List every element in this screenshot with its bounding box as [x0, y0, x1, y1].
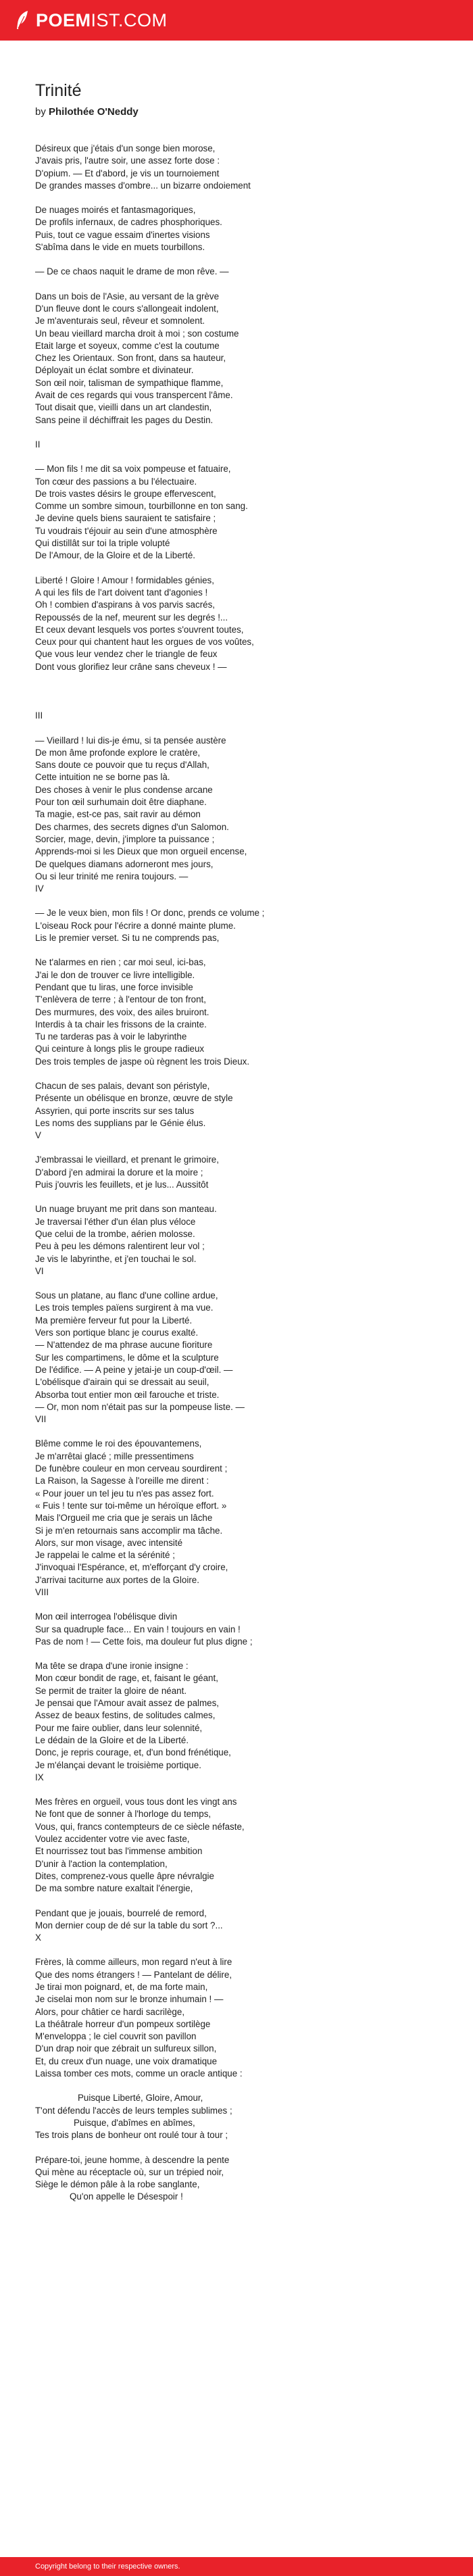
poem-line: T'enlèvera de terre ; à l'entour de ton front, [35, 994, 206, 1005]
poem-line: Pour ton œil surhumain doit être diaphane. [35, 797, 207, 808]
stanza [35, 204, 441, 253]
poem-line: Un nuage bruyant me prit dans son manteau. [35, 1204, 217, 1215]
poem-line: Que des noms étrangers ! — Pantelant de délire, [35, 1969, 232, 1980]
poem-line: De profils infernaux, de cadres phosphoriques. [35, 217, 222, 228]
author-link[interactable]: Philothée O'Neddy [49, 106, 139, 118]
poem-line: Lis le premier verset. Si tu ne comprends pas, [35, 933, 220, 944]
stanza [35, 2154, 441, 2204]
poem-line: D'abord j'en admirai la dorure et la moire ; [35, 1167, 203, 1177]
poem-line: — Vieillard ! lui dis-je ému, si ta pensée austère [35, 735, 226, 746]
poem-line: Tu ne tarderas pas à voir le labyrinthe [35, 1031, 187, 1042]
poem-line: Assyrien, qui porte inscrits sur ses talus [35, 1105, 195, 1116]
stanza [35, 685, 441, 698]
poem-line: J'ai le don de trouver ce livre intelligible. [35, 969, 195, 980]
poem-line [35, 685, 441, 698]
poem-line: Etait large et soyeux, comme c'est la coutume [35, 340, 220, 351]
poem-line: Ton cœur des passions a bu l'électuaire. [35, 476, 197, 487]
poem-line: D'un fleuve dont le cours s'allongeait indolent, [35, 303, 219, 314]
poem-line: Et nourrissez tout bas l'immense ambition [35, 1846, 203, 1857]
poem-line: Dont vous glorifiez leur crâne sans cheveux ! — [35, 661, 227, 672]
stanza [35, 266, 441, 278]
poem-line: Ne t'alarmes en rien ; car moi seul, ici-bas, [35, 957, 206, 968]
stanza [35, 956, 441, 1068]
poem-line: Sans peine il déchiffrait les pages du Destin. [35, 414, 214, 425]
poem-line: La Raison, la Sagesse à l'oreille me dirent : [35, 1476, 209, 1486]
poem-line: Dans un bois de l'Asie, au versant de la grève [35, 291, 220, 301]
poem-line: Et ceux devant lesquels vos portes s'ouvrent toutes, [35, 624, 244, 635]
poem-line: Mes frères en orgueil, vous tous dont les vingt ans [35, 1797, 237, 1807]
poem-line: Ceux pour qui chantent haut les orgues de vos voûtes, [35, 637, 254, 648]
poem-line: Chacun de ses palais, devant son péristyle, [35, 1081, 210, 1091]
poem-line: A qui les fils de l'art doivent tant d'agonies ! [35, 587, 208, 598]
poem-line: Mon cœur bondit de rage, et, faisant le géant, [35, 1673, 218, 1684]
stanza [35, 439, 441, 451]
poem-line: — De ce chaos naquit le drame de mon rêve. — [35, 266, 229, 277]
poem-line: J'invoquai l'Espérance, et, m'efforçant d'y croire, [35, 1562, 228, 1573]
poem-line: Liberté ! Gloire ! Amour ! formidables génies, [35, 575, 214, 585]
poem-line: Qui mène au réceptacle où, sur un trépied noir, [35, 2166, 224, 2177]
stanza [35, 1203, 441, 1278]
poem-line: Cette intuition ne se borne pas là. [35, 772, 170, 783]
poem-line: Ou si leur trinité me renira toujours. — [35, 871, 189, 881]
stanza [35, 1080, 441, 1142]
poem-line: Sur sa quadruple face... En vain ! toujours en vain ! [35, 1624, 241, 1634]
footer-copyright: Copyright belong to their respective owners. [35, 2562, 180, 2571]
poem-line: Qu'on appelle le Désespoir ! [70, 2191, 183, 2202]
poem-line: De l'édifice. — A peine y jetai-je un coup-d'œil. — [35, 1364, 233, 1375]
poem-line: Tu voudrais t'éjouir au sein d'une atmosphère [35, 525, 218, 536]
poem-line: Mais l'Orgueil me cria que je serais un lâche [35, 1513, 213, 1524]
poem-line: D'unir à l'action la contemplation, [35, 1858, 168, 1869]
poem-line: D'un drap noir que zébrait un sulfureux sillon, [35, 2043, 217, 2054]
poem-line: Pour me faire oublier, dans leur solennité, [35, 1722, 203, 1733]
poem-line: Je m'arrêtai glacé ; mille pressentimens [35, 1451, 194, 1461]
poem-line: Puis, tout ce vague essaim d'inertes visions [35, 229, 210, 240]
poem-line: IX [35, 1772, 44, 1782]
poem-line: L'obélisque d'airain qui se dressait au seuil, [35, 1377, 209, 1388]
poem-line: Pendant que je jouais, bourrelé de remord, [35, 1907, 207, 1918]
poem-line: Je devine quels biens sauraient te satisfaire ; [35, 513, 216, 524]
poem-line: Laissa tomber ces mots, comme un oracle antique : [35, 2068, 243, 2079]
poem-content [35, 80, 441, 2216]
poem-line: VIII [35, 1586, 49, 1597]
poem-line: Son œil noir, talisman de sympathique flamme, [35, 377, 224, 388]
poem-line: Puis j'ouvris les feuillets, et je lus... Aussitôt [35, 1180, 209, 1190]
poem-line: Puisque Liberté, Gloire, Amour, [78, 2093, 203, 2104]
poem-line: La théâtrale horreur d'un pompeux sortilège [35, 2018, 211, 2029]
poem-line: Mon œil interrogea l'obélisque divin [35, 1611, 178, 1622]
poem-line: Ma première ferveur fut pour la Liberté. [35, 1315, 193, 1326]
poem-line: Prépare-toi, jeune homme, à descendre la pente [35, 2154, 230, 2165]
poem-line: Absorba tout entier mon œil farouche et triste. [35, 1389, 220, 1400]
poem-line: De trois vastes désirs le groupe effervescent, [35, 488, 216, 499]
poem-line: Sorcier, mage, devin, j'implore ta puissance ; [35, 833, 215, 844]
poem-line: Apprends-moi si les Dieux que mon orgueil encense, [35, 846, 247, 857]
poem-line: Que celui de la trombe, aérien molosse. [35, 1228, 195, 1239]
stanza [35, 907, 441, 944]
poem-line: Des murmures, des voix, des ailes bruiront. [35, 1006, 209, 1017]
stanza [35, 735, 441, 896]
poem-line: Blême comme le roi des épouvantemens, [35, 1438, 202, 1449]
stanza [35, 575, 441, 673]
poem-line: Le dédain de la Gloire et de la Liberté. [35, 1734, 189, 1745]
poem-line: Tout disait que, vieilli dans un art clandestin, [35, 402, 212, 413]
byline [35, 105, 441, 119]
poem-line: « Fuis ! tente sur toi-même un héroïque effort. » [35, 1500, 227, 1511]
poem-line: Mon dernier coup de dé sur la table du sort ?... [35, 1920, 223, 1930]
poem-line: De nuages moirés et fantasmagoriques, [35, 205, 196, 216]
logo-text-strong: POEM [36, 9, 91, 30]
poem-line: Je m'élançai devant le troisième portique. [35, 1759, 201, 1770]
poem-line: Des trois temples de jaspe où règnent les trois Dieux. [35, 1056, 250, 1067]
poem-line: Dites, comprenez-vous quelle âpre névralgie [35, 1870, 214, 1881]
poem-line: Des choses à venir le plus condense arcane [35, 784, 213, 795]
poem-line: Chez les Orientaux. Son front, dans sa hauteur, [35, 353, 226, 364]
poem-line: Alors, pour châtier ce hardi sacrilège, [35, 2006, 185, 2017]
poem-line: Les noms des supplians par le Génie élus. [35, 1117, 206, 1128]
poem-line: — Or, mon nom n'était pas sur la pompeuse liste. — [35, 1401, 245, 1412]
poem-line: S'abîma dans le vide en muets tourbillons. [35, 242, 205, 253]
poem-line: Si je m'en retournais sans accomplir ma tâche. [35, 1525, 223, 1536]
poem-line: Des charmes, des secrets dignes d'un Salomon. [35, 821, 229, 832]
by-label: by [35, 106, 46, 118]
logo-text [36, 10, 168, 31]
poem-line: Voulez accidenter votre vie avec faste, [35, 1834, 190, 1845]
stanza [35, 291, 441, 427]
poem-line: Interdis à ta chair les frissons de la crainte. [35, 1019, 207, 1029]
poem-line: — N'attendez de ma phrase aucune fioriture [35, 1340, 213, 1351]
poem-line: D'opium. — Et d'abord, je vis un tournoiement [35, 168, 220, 178]
logo-text-light: IST.COM [91, 9, 168, 30]
poem-line: J'avais pris, l'autre soir, une assez forte dose : [35, 155, 220, 166]
quill-icon [15, 10, 30, 30]
poem-line: T'ont défendu l'accès de leurs temples sublimes ; [35, 2105, 232, 2116]
poem-line: Désireux que j'étais d'un songe bien morose, [35, 143, 216, 153]
poem-line: De funèbre couleur en mon cerveau sourdirent ; [35, 1463, 228, 1474]
stanza [35, 1611, 441, 1648]
poem-title: Trinité [35, 81, 82, 100]
poem-line: De quelques diamans adorneront mes jours, [35, 858, 214, 869]
poem-line: Sans doute ce pouvoir que tu reçus d'Allah, [35, 760, 209, 771]
poem-line: Se permit de traiter la gloire de néant. [35, 1685, 187, 1696]
footer [0, 2557, 473, 2576]
poem-line: Je vis le labyrinthe, et j'en touchai le sol. [35, 1253, 197, 1264]
poem-line: Je tirai mon poignard, et, de ma forte main, [35, 1982, 208, 1992]
poem-line: J'arrivai taciturne aux portes de la Gloire. [35, 1574, 199, 1585]
poem-line: — Je le veux bien, mon fils ! Or donc, prends ce volume ; [35, 908, 265, 919]
poem-line: Je ciselai mon nom sur le bronze inhumain ! — [35, 1994, 224, 2005]
poem-line: Oh ! combien d'aspirans à vos parvis sacrés, [35, 600, 216, 610]
poem-line: Je traversai l'éther d'un élan plus véloce [35, 1216, 196, 1227]
poem-line: II [35, 439, 41, 449]
poem-line: Je m'aventurais seul, rêveur et somnolent. [35, 316, 205, 326]
poem-line: Qui ceinture à longs plis le groupe radieux [35, 1044, 205, 1054]
poem-line: « Pour jouer un tel jeu tu n'es pas assez fort. [35, 1488, 214, 1499]
stanza [35, 710, 441, 722]
poem-line: Tes trois plans de bonheur ont roulé tour à tour ; [35, 2130, 228, 2141]
poem-line: J'embrassai le vieillard, et prenant le grimoire, [35, 1155, 219, 1165]
poem-line: III [35, 710, 43, 721]
stanza [35, 1956, 441, 2080]
stanza [35, 1438, 441, 1599]
top-bar [0, 0, 473, 41]
poem-line: Ne font que de sonner à l'horloge du temps, [35, 1809, 211, 1820]
stanza [35, 2092, 441, 2141]
poem-line: Avait de ces regards qui vous transpercent l'âme. [35, 390, 233, 401]
stanza [35, 1907, 441, 1945]
poem-line: Frères, là comme ailleurs, mon regard n'eut à lire [35, 1957, 232, 1968]
poem-line: VI [35, 1265, 44, 1276]
poem-line: Que vous leur vendez cher le triangle de feux [35, 649, 218, 660]
site-logo[interactable] [15, 10, 168, 31]
poem-line: Présente un obélisque en bronze, œuvre de style [35, 1093, 233, 1104]
poem-line: Donc, je repris courage, et, d'un bond frénétique, [35, 1747, 231, 1758]
poem-line: — Mon fils ! me dit sa voix pompeuse et fatuaire, [35, 464, 231, 475]
poem-line: Sous un platane, au flanc d'une colline arduе, [35, 1290, 218, 1301]
poem-line: Peu à peu les démons ralentirent leur vol ; [35, 1241, 205, 1252]
stanza [35, 1154, 441, 1191]
stanza [35, 143, 441, 192]
stanza [35, 1660, 441, 1784]
poem-line: De ma sombre nature exaltait l'énergie, [35, 1883, 193, 1894]
poem-line: VII [35, 1414, 47, 1425]
poem-line: Pendant que tu liras, une force invisible [35, 981, 193, 992]
poem-line: De l'Amour, de la Gloire et de la Liberté. [35, 550, 196, 561]
poem-body [35, 143, 441, 2204]
poem-line: V [35, 1130, 41, 1141]
poem-line: M'enveloppa ; le ciel couvrit son pavillon [35, 2031, 197, 2042]
poem-line: Je rappelai le calme et la sérénité ; [35, 1550, 175, 1561]
poem-line: Ta magie, est-ce pas, sait ravir au démon [35, 809, 201, 820]
poem-line: Un beau vieillard marcha droit à moi ; son costume [35, 328, 239, 339]
poem-line: Alors, sur mon visage, avec intensité [35, 1537, 183, 1548]
poem-line: Puisque, d'abîmes en abîmes, [74, 2117, 195, 2128]
poem-line: Pas de nom ! — Cette fois, ma douleur fut plus digne ; [35, 1636, 253, 1647]
poem-line: Je pensai que l'Amour avait assez de palmes, [35, 1698, 220, 1709]
poem-line: Assez de beaux festins, de solitudes calmes, [35, 1710, 216, 1721]
poem-line: Siège le démon pâle à la robe sanglante, [35, 2179, 200, 2190]
stanza [35, 463, 441, 562]
poem-line: X [35, 1933, 41, 1943]
poem-line: Sur les compartimens, le dôme et la sculpture [35, 1352, 219, 1363]
poem-line: L'oiseau Rock pour l'écrire a donné mainte plume. [35, 920, 236, 931]
poem-line: Ma tête se drapa d'une ironie insigne : [35, 1661, 189, 1672]
poem-line: Les trois temples païens surgirent à ma vue. [35, 1303, 214, 1313]
poem-line: Déployait un éclat sombre et divinateur. [35, 365, 194, 376]
poem-line: Qui distillât sur toi la triple volupté [35, 538, 170, 549]
poem-line: De mon âme profonde explore le cratère, [35, 747, 201, 758]
stanza [35, 1290, 441, 1426]
poem-line: Comme un sombre simoun, tourbillonne en ton sang. [35, 501, 248, 512]
poem-line: IV [35, 883, 44, 894]
poem-line: Vers son portique blanc je courus exalté. [35, 1328, 199, 1338]
poem-line: Repoussés de la nef, meurent sur les degrés !... [35, 612, 228, 623]
poem-line: Et, du creux d'un nuage, une voix dramatique [35, 2056, 218, 2066]
stanza [35, 1796, 441, 1895]
poem-line: De grandes masses d'ombre... un bizarre ondoiement [35, 180, 251, 191]
poem-line: Vous, qui, francs contempteurs de ce siècle néfaste, [35, 1821, 245, 1832]
